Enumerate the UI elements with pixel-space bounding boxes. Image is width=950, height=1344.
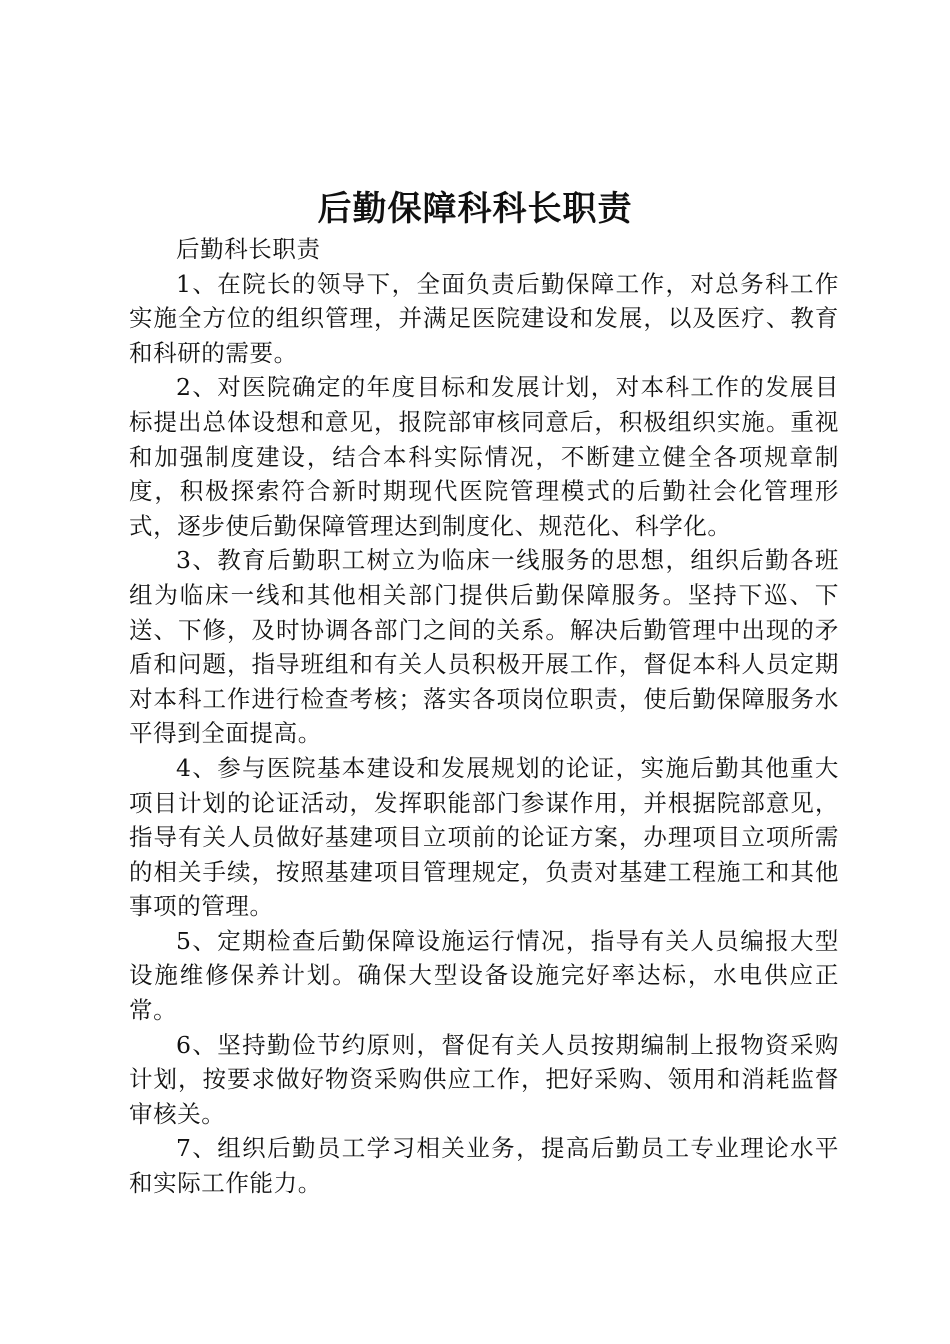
document-title: 后勤保障科科长职责 bbox=[317, 189, 633, 229]
paragraph-5: 5、定期检查后勤保障设施运行情况，指导有关人员编报大型设施维修保养计划。确保大型设备设施完好率达标，水电供应正常。 bbox=[129, 926, 839, 1025]
paragraph-7: 7、组织后勤员工学习相关业务，提高后勤员工专业理论水平和实际工作能力。 bbox=[129, 1134, 839, 1198]
document-subtitle: 后勤科长职责 bbox=[176, 235, 321, 263]
paragraph-6: 6、坚持勤俭节约原则，督促有关人员按期编制上报物资采购计划，按要求做好物资采购供应工作，把好采购、领用和消耗监督审核关。 bbox=[129, 1030, 839, 1128]
paragraph-3: 3、教育后勤职工树立为临床一线服务的思想，组织后勤各班组为临床一线和其他相关部门提供后勤保障服务。坚持下巡、下送、下修，及时协调各部门之间的关系。解决后勤管理中出现的矛盾和问题，指导班组和有关人员积极开展工作，督促本科人员定期对本科工作进行检查考核；落实各项岗位职责，使后勤保障服务水平得到全面提高。 bbox=[129, 546, 839, 748]
paragraph-4: 4、参与医院基本建设和发展规划的论证，实施后勤其他重大项目计划的论证活动，发挥职能部门参谋作用，并根据院部意见，指导有关人员做好基建项目立项前的论证方案，办理项目立项所需的相关手续，按照基建项目管理规定，负责对基建工程施工和其他事项的管理。 bbox=[129, 753, 839, 921]
document-body bbox=[129, 232, 839, 1201]
paragraph-2: 2、对医院确定的年度目标和发展计划，对本科工作的发展目标提出总体设想和意见，报院部审核同意后，积极组织实施。重视和加强制度建设，结合本科实际情况，不断建立健全各项规章制度，积极探索符合新时期现代医院管理模式的后勤社会化管理形式，逐步使后勤保障管理达到制度化、规范化、科学化。 bbox=[129, 373, 839, 540]
paragraph-1: 1、在院长的领导下，全面负责后勤保障工作，对总务科工作实施全方位的组织管理，并满足医院建设和发展，以及医疗、教育和科研的需要。 bbox=[129, 269, 839, 367]
